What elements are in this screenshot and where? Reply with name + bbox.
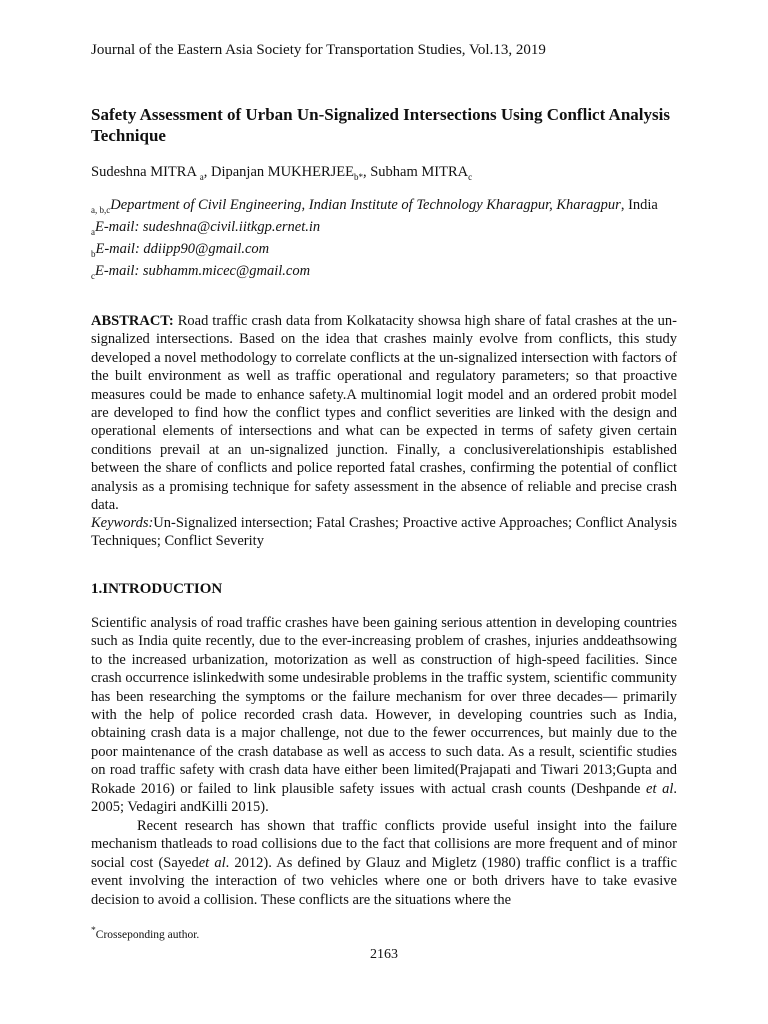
email-line: $_a$E-mail: sudeshna@civil.iitkgp.ernet.in xyxy=(91,218,321,237)
abstract-label: ABSTRACT: xyxy=(91,313,174,329)
footnote-mark: * xyxy=(91,925,96,936)
country: , India xyxy=(620,197,658,213)
keywords-label: Keywords: xyxy=(91,515,154,531)
author-mark: c xyxy=(468,171,473,182)
affiliation-block xyxy=(91,197,691,285)
paper-title: Safety Assessment of Urban Un-Signalized Intersections Using Conflict Analysis Technique xyxy=(91,105,670,145)
abstract xyxy=(91,312,677,514)
intro-paragraph-2: Recent research has shown that traffic conflicts provide useful insight into the failure mechanism thatleads to road collisions due to the fact that collisions are more frequent and of minor social cost (Sayedet al. 2012). As defined by Glauz and Migletz (1980) traffic conflict is a traffic event involving the interaction of two vehicles where one or both drivers have to take evasive decision to avoid a collision. These conflicts are the situations where the xyxy=(91,818,677,908)
footnote-text: Crosseponding author. xyxy=(95,928,200,941)
email-line: $_b$E-mail: ddiipp90@gmail.com xyxy=(91,240,270,259)
keywords-text: Un-Signalized intersection; Fatal Crashes; Proactive active Approaches; Conflict Analysis Techniques; Conflict Severity xyxy=(91,515,677,550)
email-line: $_c$E-mail: subhamm.micec@gmail.com xyxy=(91,262,311,281)
department: Department of Civil Engineering, Indian Institute of Technology Kharagpur, Kharagpur xyxy=(110,197,621,213)
author-name: Dipanjan MUKHERJEE xyxy=(211,164,354,180)
intro-paragraph-1: Scientific analysis of road traffic crashes have been gaining serious attention in developing countries such as India quite recently, due to the ever-increasing problem of crashes, injuries anddeathsowing to the increased urbanization, motorization as well as construction of high-speed facilities. Since crash occurrence islinkedwith some undesirable problems in the traffic system, scientific community has been researching the symptoms or the failure mechanism for over three decades— primarily with the help of police recorded crash data. However, in developing countries such as India, obtaining crash data is a major challenge, not due to the fewer occurrences, but mainly due to the poor maintenance of the crash database as well as access to such data. As a result, scientific studies on road traffic safety with crash data have either been limited(Prajapati and Tiwari 2013;Gupta and Rokade 2016) or failed to link plausible safety issues with actual crash counts (Deshpande et al. 2005; Vedagiri andKilli 2015). xyxy=(91,615,677,816)
author-mark: a xyxy=(199,171,204,182)
author-mark: b* xyxy=(353,171,363,182)
email-address[interactable]: E-mail: subhamm.micec@gmail.com xyxy=(95,262,311,279)
email-address[interactable]: E-mail: sudeshna@civil.iitkgp.ernet.in xyxy=(95,218,321,235)
abstract-text: Road traffic crash data from Kolkatacity showsa high share of fatal crashes at the un-signalized intersections. Based on the idea that crashes mainly evolve from conflicts, this study developed a novel methodology to correlate conflicts at the un-signalized intersection with factors of the built environment as well as traffic operational and regulatory parameters; so that proactive measures could be made to enhance safety.A multinomial logit model and an ordered probit model are developed to find how the conflict types and conflict severities are linked with the design and operational elements of intersections and what can be expected in terms of safety given certain conditions prevail at an un-signalized junction. Finally, a conclusiverelationshipis established between the share of conflicts and police reported fatal crashes, confirming the potential of conflict analysis as a promising technique for safety assessment in the absence of reliable and precise crash data. xyxy=(91,313,677,514)
journal-header: Journal of the Eastern Asia Society for Transportation Studies, Vol.13, 2019 xyxy=(91,42,546,58)
affiliation-mark: a, b,c xyxy=(91,204,111,215)
affiliation xyxy=(91,197,691,219)
author-list: Sudeshna MITRA $_a$, Dipanjan $MUKHERJEE_{b*}$, Subham $MITRA_c$ xyxy=(91,164,473,182)
footnote xyxy=(91,925,199,941)
author-name: Subham MITRA xyxy=(370,164,469,180)
keywords xyxy=(91,514,677,551)
page-number: 2163 xyxy=(370,947,398,962)
section-heading: 1.INTRODUCTION xyxy=(91,581,223,597)
author-name: Sudeshna MITRA xyxy=(91,164,200,180)
email-address[interactable]: E-mail: ddiipp90@gmail.com xyxy=(95,240,270,257)
